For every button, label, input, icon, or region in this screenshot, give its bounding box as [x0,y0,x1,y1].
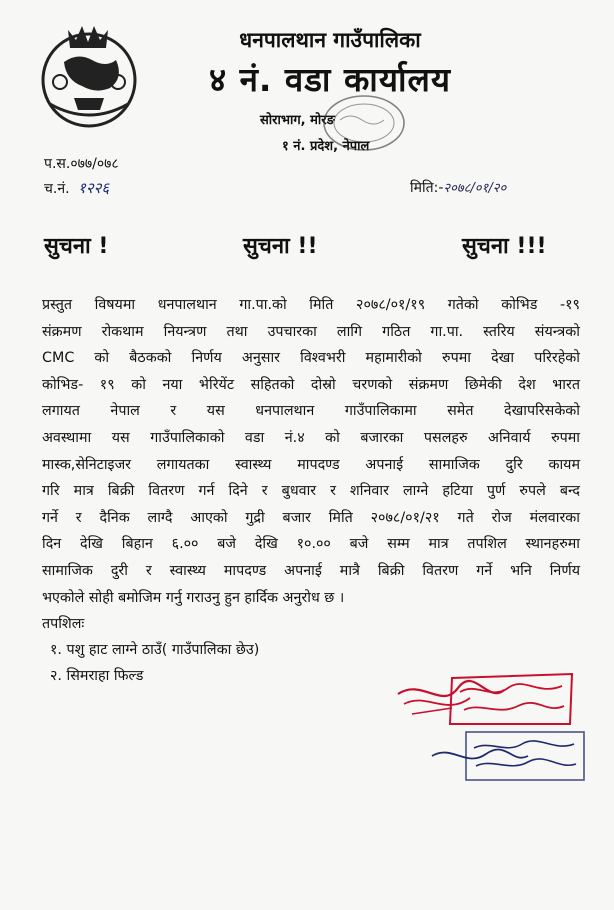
municipality-name: धनपालथान गाउँपालिका [239,28,421,52]
body-line: गर्ने र दैनिक लाग्दै आएको गुद्री बजार मिति २०७८/०१/२१ गते रोज मंलवारका [42,509,580,526]
received-stamp-icon [446,670,578,728]
body-line: प्रस्तुत विषयमा धनपालथान गा.पा.को मिति २०७८/०१/१९ गतेको कोभिड -१९ [42,297,580,313]
notice-heading-1: सुचना ! [44,234,109,259]
details-label: तपशिलः [42,616,85,632]
letter-number-label: च.नं. [44,181,70,197]
ward-chairman-stamp-icon [462,726,588,786]
address-line-2: १ नं. प्रदेश, नेपाल [282,139,370,154]
body-line: कोभिड- १९ को नया भेरियेंट सहितको दोस्रो चरणको संक्रमण छिमेकी देश भारत [42,376,580,393]
office-seal-icon [318,92,410,154]
address-line-1: सोराभाग, मोरङ [260,113,335,128]
government-emblem-icon [30,22,148,134]
body-line: मास्क,सेनिटाइजर लगायतका स्वास्थ्य मापदण्ड अपनाई सामाजिक दुरि कायम [42,456,580,473]
body-line: गरि मात्र बिक्री वितरण गर्न दिने र बुधवार र शनिवार लाग्ने हटिया पुर्ण रुपले बन्द [42,483,580,500]
notice-heading-3: सुचना !!! [462,234,547,259]
location-item-2: २. सिमराहा फिल्ड [50,668,144,684]
letter-number-value: १२२६ [78,179,110,197]
letter-number [44,178,109,198]
date-line [410,178,506,197]
body-line: CMC को बैठकको निर्णय अनुसार विश्वभरी महामारीको रुपमा देखा परिरहेको [42,350,580,367]
reference-number: प.स.०७७/०७८ [44,156,119,172]
date-label: मिति:- [410,180,444,196]
notice-body [42,292,580,611]
body-line: सामाजिक दुरी र स्वास्थ्य मापदण्ड अपनाई मात्रै बिक्री वितरण गर्ने भनि निर्णय [42,562,580,579]
notice-heading-2: सुचना !! [243,234,318,259]
location-item-1: १. पशु हाट लाग्ने ठाउँ( गाउँपालिका छेउ) [50,642,260,658]
ward-office-title: ४ नं. वडा कार्यालय [208,60,452,99]
body-line: भएकोले सोही बमोजिम गर्नु गराउनु हुन हार्दिक अनुरोध छ । [42,589,345,606]
body-line: संक्रमण रोकथाम नियन्त्रण तथा उपचारका लागि गठित गा.पा. स्तरिय संयन्त्रको [42,323,580,340]
date-value: २०७८/०१/२० [443,181,507,196]
body-line: अवस्थामा यस गाउँपालिकाको वडा नं.४ को बजारका पसलहरु अनिवार्य रुपमा [42,429,580,446]
body-line: दिन देखि बिहान ६.०० बजे देखि १०.०० बजे सम्म मात्र तपशिल स्थानहरुमा [42,536,580,553]
body-line: लगायत नेपाल र यस धनपालथान गाउँपालिकामा समेत देखापरिसकेको [42,403,580,420]
